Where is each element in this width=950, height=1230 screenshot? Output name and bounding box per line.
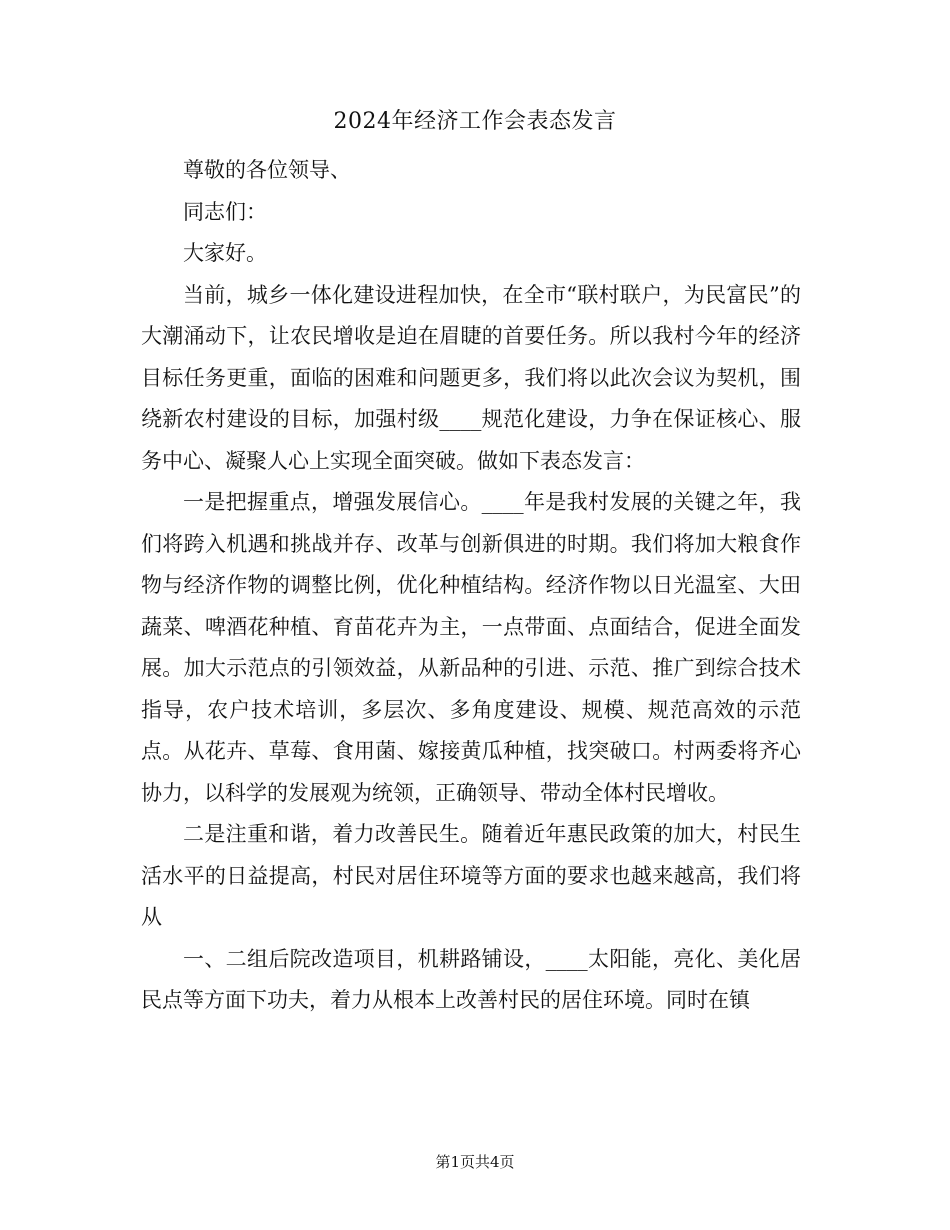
document-body [141,150,801,1022]
paragraph-point-1: 一是把握重点，增强发展信心。____年是我村发展的关键之年，我们将跨入机遇和挑战并存、改革与创新俱进的时期。我们将加大粮食作物与经济作物的调整比例，优化种植结构。经济作物以日光温室、大田蔬菜、啤酒花种植、育苗花卉为主，一点带面、点面结合，促进全面发展。加大示范点的引领效益，从新品种的引进、示范、推广到综合技术指导，农户技术培训，多层次、多角度建设、规模、规范高效的示范点。从花卉、草莓、食用菌、嫁接黄瓜种植，找突破口。村两委将齐心协力，以科学的发展观为统领，正确领导、带动全体村民增收。 [141,490,801,805]
paragraph-point-2-continued: 一、二组后院改造项目，机耕路铺设，____太阳能，亮化、美化居民点等方面下功夫，着力从根本上改善村民的居住环境。同时在镇 [141,946,801,1012]
paragraph-point-2: 二是注重和谐，着力改善民生。随着近年惠民政策的加大，村民生活水平的日益提高，村民对居住环境等方面的要求也越来越高，我们将从 [141,822,801,929]
document-title: 2024年经济工作会表态发言 [333,109,617,134]
paragraph-salutation-1: 尊敬的各位领导、 [183,158,351,182]
paragraph-intro: 当前，城乡一体化建设进程加快，在全市“联村联户，为民富民”的大潮涌动下，让农民增收是迫在眉睫的首要任务。所以我村今年的经济目标任务更重，面临的困难和问题更多，我们将以此次会议为契机，围绕新农村建设的目标，加强村级____规范化建设，力争在保证核心、服务中心、凝聚人心上实现全面突破。做如下表态发言： [141,282,801,473]
paragraph-salutation-2: 同志们： [183,199,267,224]
page-footer: 第1页共4页 [435,1153,515,1171]
paragraph-greeting: 大家好。 [183,241,267,265]
